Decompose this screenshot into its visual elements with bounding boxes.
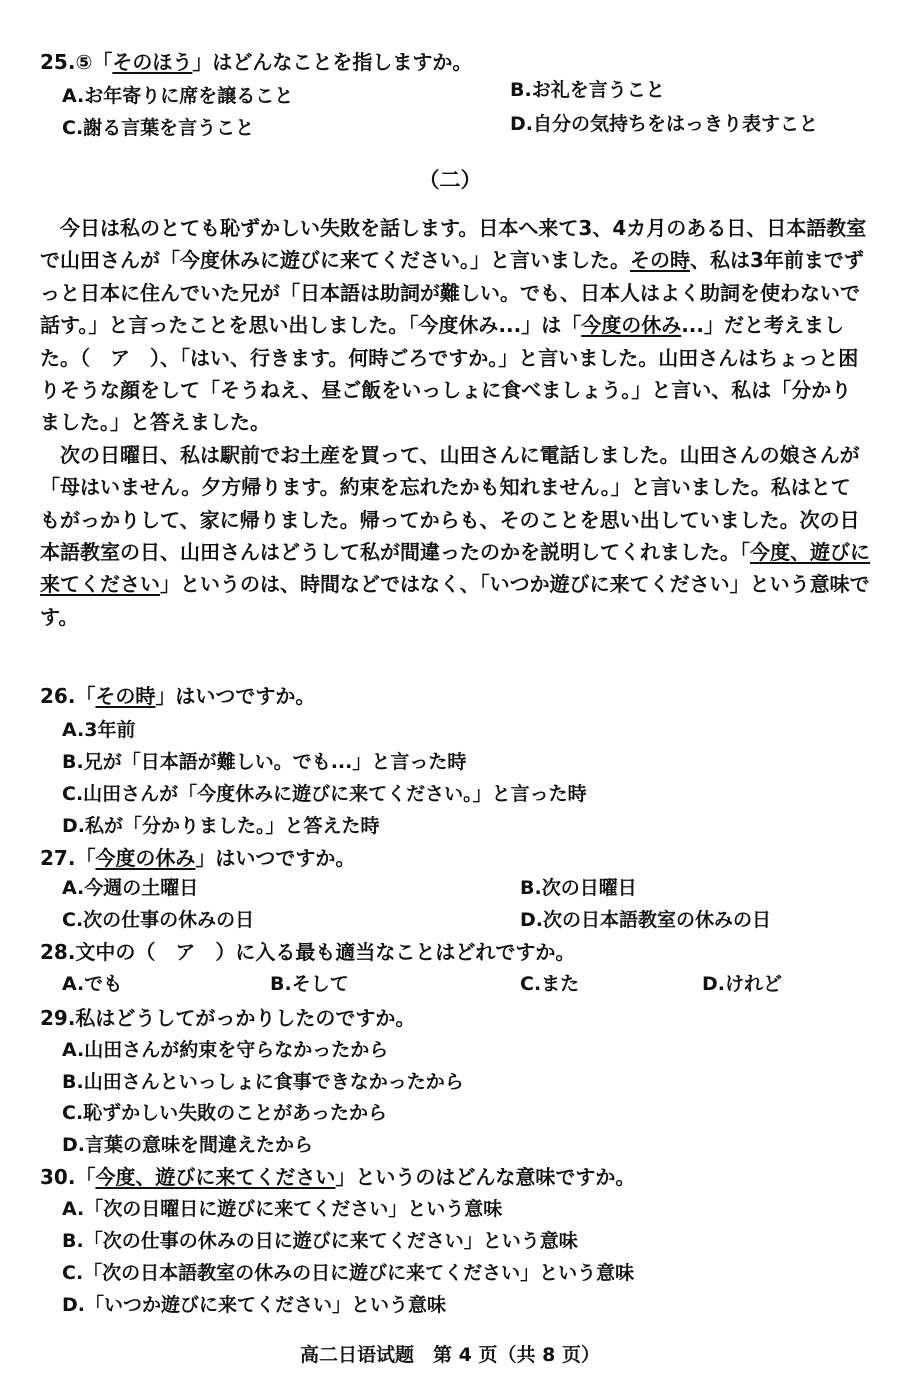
q26-option-c: C.山田さんが「今度休みに遊びに来てください。」と言った時 <box>62 783 587 805</box>
question-27 <box>40 846 355 870</box>
question-number: 26. <box>40 684 76 708</box>
underlined-phrase: 今度の休み <box>95 846 196 870</box>
bracket-open: 「 <box>75 684 96 708</box>
q26-option-d: D.私が「分かりました。」と答えた時 <box>62 815 380 837</box>
passage-paragraph-1 <box>40 212 870 439</box>
q25-option-b: B.お礼を言うこと <box>510 79 665 101</box>
q25-option-d: D.自分の気持ちをはっきり表すこと <box>510 113 818 135</box>
underlined-phrase: 今度の休み <box>581 313 682 338</box>
bracket-open: 「 <box>75 1165 96 1189</box>
question-number: 27. <box>40 846 76 870</box>
q28-option-d: D.けれど <box>702 973 782 995</box>
q29-option-a: A.山田さんが約束を守らなかったから <box>62 1039 389 1061</box>
q26-option-b: B.兄が「日本語が難しい。でも...」と言った時 <box>62 751 467 773</box>
q28-option-b: B.そして <box>270 973 349 995</box>
question-text: 」はいつですか。 <box>195 846 356 870</box>
q29-option-b: B.山田さんといっしょに食事できなかったから <box>62 1071 464 1093</box>
q30-option-c: C.「次の日本語教室の休みの日に遊びに来てください」という意味 <box>62 1262 635 1284</box>
bracket-open: 「 <box>75 846 96 870</box>
q30-option-d: D.「いつか遊びに来てください」という意味 <box>62 1294 446 1316</box>
question-number: 30. <box>40 1165 76 1189</box>
q28-option-c: C.また <box>520 973 580 995</box>
q30-option-a: A.「次の日曜日に遊びに来てください」という意味 <box>62 1198 503 1220</box>
q27-option-b: B.次の日曜日 <box>520 877 637 899</box>
reading-passage <box>40 212 870 633</box>
question-28: 28.文中の（ ア ）に入る最も適当なことはどれですか。 <box>40 940 576 964</box>
q27-option-a: A.今週の土曜日 <box>62 877 199 899</box>
question-text: 」というのはどんな意味ですか。 <box>335 1165 636 1189</box>
question-30 <box>40 1165 635 1189</box>
question-text: 」はどんなことを指しますか。 <box>192 50 473 74</box>
bracket-open: 「 <box>92 50 113 74</box>
underlined-phrase: その時 <box>95 684 156 708</box>
q25-option-c: C.謝る言葉を言うこと <box>62 117 255 139</box>
question-number: 25. <box>40 50 76 74</box>
underlined-phrase: 今度、遊びに来てください <box>40 540 870 597</box>
page-footer: 高二日语试题 第 4 页（共 8 页） <box>300 1344 600 1366</box>
question-25 <box>40 50 472 74</box>
passage-text: 今日は私のとても恥ずかしい失敗を話します。日本へ来て3、4カ月のある日、日本語教室で山田さんが「今度休みに遊びに来てください。」と言いました。 <box>40 216 867 273</box>
passage-text: ...」だと考えました。（ ア ）、「はい、行きます。何時ごろですか。」と言いました。山田さんはちょっと困りそうな顔をして「そうねえ、昼ご飯をいっしょに食べましょう。」と言い、私は「分かりました。」と答えました。 <box>40 313 859 435</box>
question-29: 29.私はどうしてがっかりしたのですか。 <box>40 1006 416 1030</box>
q25-option-a: A.お年寄りに席を譲ること <box>62 85 294 107</box>
q29-option-c: C.恥ずかしい失敗のことがあったから <box>62 1102 387 1124</box>
q29-option-d: D.言葉の意味を間違えたから <box>62 1134 313 1156</box>
section-title: （二） <box>418 168 482 192</box>
underlined-phrase: 今度、遊びに来てください <box>95 1165 336 1189</box>
circled-mark: ⑤ <box>75 50 93 74</box>
question-26 <box>40 684 315 708</box>
q27-option-c: C.次の仕事の休みの日 <box>62 909 255 931</box>
q26-option-a: A.3年前 <box>62 719 136 741</box>
q30-option-b: B.「次の仕事の休みの日に遊びに来てください」という意味 <box>62 1230 578 1252</box>
passage-paragraph-2 <box>40 439 870 633</box>
passage-text: 、私は3年前までずっと日本に住んでいた兄が「日本語は助詞が難しい。でも、日本人はよく助詞を使わないで話す。」と言ったことを思い出しました。「今度休み...」は「 <box>40 248 864 338</box>
underlined-phrase: その時 <box>630 248 690 273</box>
passage-text: 次の日曜日、私は駅前でお土産を買って、山田さんに電話しました。山田さんの娘さんが「母はいません。夕方帰ります。約束を忘れたかも知れません。」と言いました。私はとてもがっかりして、家に帰りました。帰ってからも、そのことを思い出していました。次の日本語教室の日、山田さんはどうして私が間違ったのかを説明してくれました。「 <box>40 442 860 565</box>
question-text: 」はいつですか。 <box>155 684 316 708</box>
underlined-phrase: そのほう <box>112 50 193 74</box>
q28-option-a: A.でも <box>62 973 123 995</box>
passage-text: 」というのは、時間などではなく、「いつか遊びに来てください」という意味です。 <box>40 572 870 629</box>
q27-option-d: D.次の日本語教室の休みの日 <box>520 909 771 931</box>
